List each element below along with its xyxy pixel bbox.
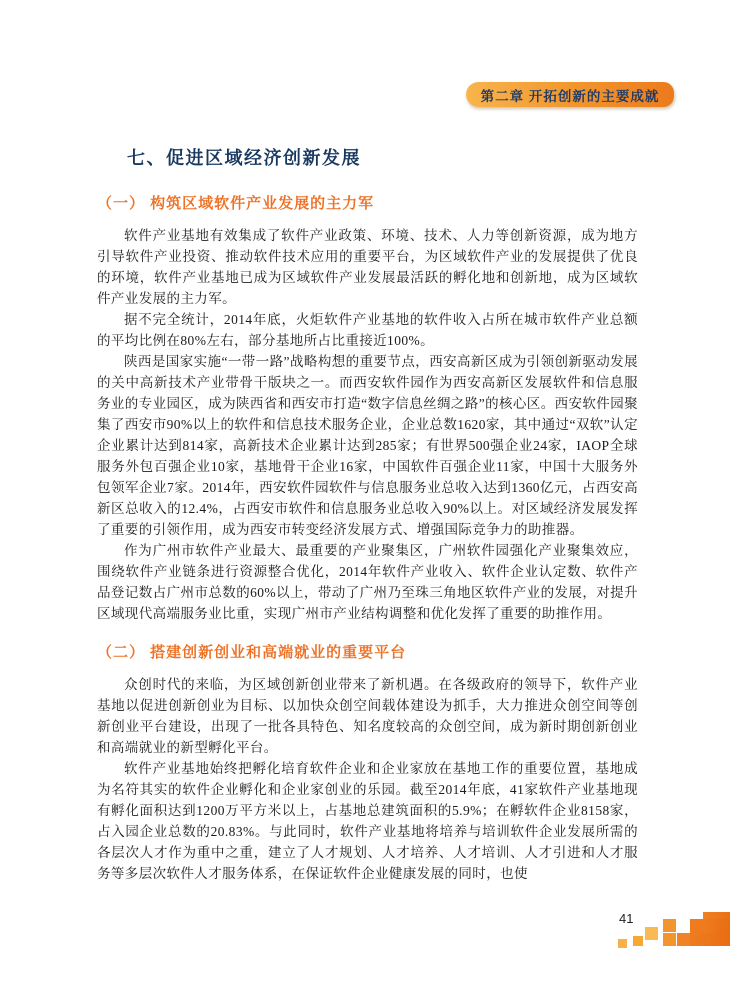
section-1-heading: （一） 构筑区域软件产业发展的主力军 bbox=[97, 195, 375, 212]
mosaic-square bbox=[618, 939, 627, 948]
paragraph: 据不完全统计，2014年底，火炬软件产业基地的软件收入占所在城市软件产业总额的平均比例在80%左右，部分基地所占比重接近100%。 bbox=[97, 312, 638, 348]
paragraph: 众创时代的来临，为区域创新创业带来了新机遇。在各级政府的领导下，软件产业基地以促进创新创业为目标、以加快众创空间载体建设为抓手，大力推进众创空间等创新创业平台建设，出现了一批各具特色、知名度较高的众创空间，成为新时期创新创业和高端就业的新型孵化平台。 bbox=[97, 677, 638, 755]
paragraph: 作为广州市软件产业最大、最重要的产业聚集区，广州软件园强化产业聚集效应，围绕软件产业链条进行资源整合优化，2014年软件产业收入、软件企业认定数、软件产品登记数占广州市总数的60%以上，带动了广州乃至珠三角地区软件产业的发展，对提升区域现代高端服务业比重，实现广州市产业结构调整和优化发挥了重要的助推作用。 bbox=[97, 543, 638, 621]
mosaic-square bbox=[645, 927, 658, 940]
chapter-banner bbox=[466, 82, 674, 107]
content-column bbox=[97, 192, 638, 884]
chapter-banner-label: 第二章 开拓创新的主要成就 bbox=[480, 88, 660, 104]
section-2-heading: （二） 搭建创新创业和高端就业的重要平台 bbox=[97, 644, 407, 661]
mosaic-square bbox=[703, 919, 730, 933]
page-number: 41 bbox=[619, 911, 634, 926]
page-title: 七、促进区域经济创新发展 bbox=[127, 148, 361, 168]
paragraph: 软件产业基地始终把孵化培育软件企业和企业家放在基地工作的重要位置，基地成为名符其实的软件企业孵化和企业家创业的乐园。截至2014年底，41家软件产业基地现有孵化面积达到1200万平方米以上，占基地总建筑面积的5.9%；在孵软件企业8158家，占入园企业总数的20.83%。与此同时，软件产业基地将培养与培训软件企业发展所需的各层次人才作为重中之重，建立了人才规划、人才培养、人才培训、人才引进和人才服务等多层次软件人才服务体系，在保证软件企业健康发展的同时，也使 bbox=[97, 761, 638, 881]
paragraph: 软件产业基地有效集成了软件产业政策、环境、技术、人力等创新资源，成为地方引导软件产业投资、推动软件技术应用的重要平台，为区域软件产业的发展提供了优良的环境，软件产业基地已成为区域软件产业发展最活跃的孵化地和创新地，成为区域软件产业发展的主力军。 bbox=[97, 228, 638, 306]
mosaic-square bbox=[690, 932, 730, 946]
mosaic-square bbox=[633, 936, 643, 946]
mosaic-square bbox=[663, 919, 676, 932]
mosaic-square bbox=[677, 933, 690, 946]
mosaic-square bbox=[663, 933, 676, 946]
paragraph: 陕西是国家实施“一带一路”战略构想的重要节点，西安高新区成为引领创新驱动发展的关中高新技术产业带骨干版块之一。而西安软件园作为西安高新区发展软件和信息服务业的专业园区，成为陕西省和西安市打造“数字信息丝绸之路”的核心区。西安软件园聚集了西安市90%以上的软件和信息技术服务企业，企业总数1620家，其中通过“双软”认定企业累计达到814家，高新技术企业累计达到285家；有世界500强企业24家，IAOP全球服务外包百强企业10家，基地骨干企业16家，中国软件百强企业11家，中国十大服务外包领军企业7家。2014年，西安软件园软件与信息服务业总收入达到1360亿元，占西安高新区总收入的12.4%，占西安市软件和信息服务业总收入90%以上。对区域经济发展发挥了重要的引领作用，成为西安市转变经济发展方式、增强国际竞争力的助推器。 bbox=[97, 354, 638, 537]
mosaic-square bbox=[690, 919, 703, 932]
